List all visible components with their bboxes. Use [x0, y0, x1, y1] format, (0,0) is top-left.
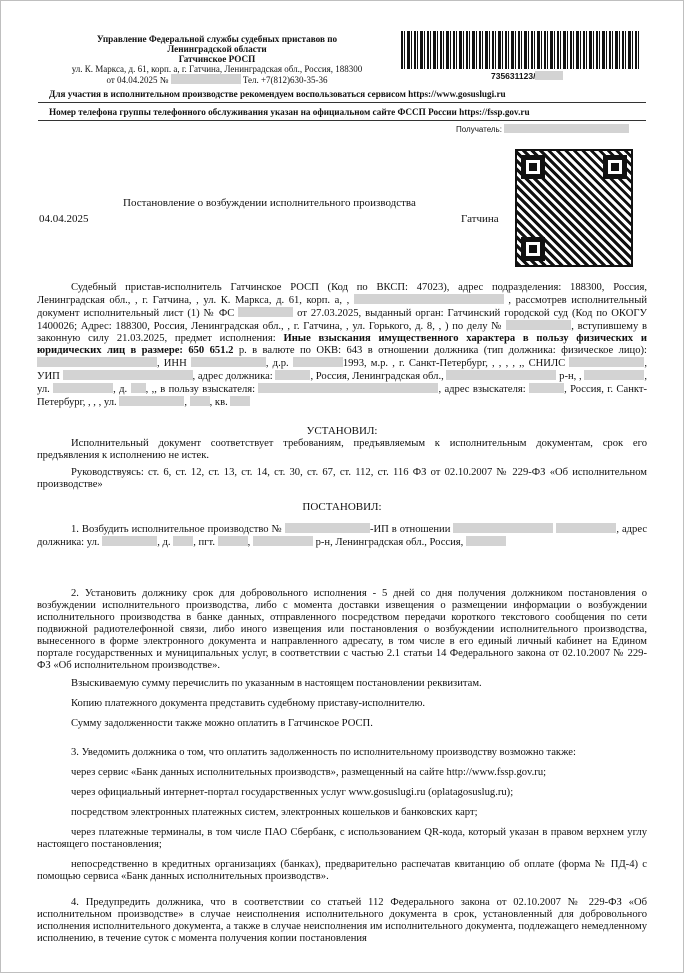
barcode-number: 735631123/	[491, 71, 563, 81]
postanovil-item-3: 3. Уведомить должника о том, что оплатить задолженность по исполнительному производству возможно также: через сервис «Банк данных исполнительных производств», размещенный на сайте http://www.fssp.gov.ru; через официальный интернет-портал государственных услуг www.gosuslugi.ru (oplatagosuslug.ru); посредством электронных платежных систем, электронных кошельков и банковских карт; через платежные терминалы, в том числе ПАО Сбербанк, с использованием QR-кода, который указан в правом верхнем углу настоящего постановления; непосредственно в кредитных организациях (банках), предварительно распечатав квитанцию об оплате (форма № ПД-4) с помощью сервиса «Банк данных исполнительных производств».	[37, 747, 647, 882]
barcode-image	[401, 31, 641, 69]
intro-paragraph: Судебный пристав-исполнитель Гатчинское РОСП (Код по ВКСП: 47023), адрес подразделения: 188300, Россия, Ленинградская обл., , г. Гатчина, , ул. К. Маркса, д. 61, корп. а, , , рассмотрев исполнительный документ исполнительный лист (1) № ФС от 27.03.2025, выданный орган: Гатчинский городской суд (Код по ОКОГУ 1400026; Адрес: 188300, Россия, Ленинградская обл., , г. Гатчина, , ул. Горького, д. 8, , ) по делу № , вступившему в законную силу 21.03.2025, предмет исполнения: Иные взыскания имущественного характера в пользу физических и юридических лиц в размере: 650 651.2 р. в валюте по ОКВ: 643 в отношении должника (тип должника: физическое лицо): , ИНН , д.р. 1993, м.р. , г. Санкт-Петербург, , , , , ,, СНИЛС , УИП , адрес должника: , Россия, Ленинградская обл., р-н, , , ул. , д. , ,, в пользу взыскателя: , адрес взыскателя: , Россия, г. Санкт-Петербург, , , , ул. , , кв.	[37, 282, 648, 408]
gosuslugi-notice: Для участия в исполнительном производстве рекомендуем воспользоваться сервисом https://www.gosuslugi.ru	[49, 89, 506, 99]
postanovil-heading: ПОСТАНОВИЛ:	[302, 501, 382, 513]
issuer-header	[37, 34, 397, 85]
postanovil-item-4: 4. Предупредить должника, что в соответствии со статьей 112 Федерального закона от 02.10.2007 № 229-ФЗ «Об исполнительном производстве» в случае неисполнения исполнительного документа в срок, установленный для добровольного исполнения исполнительного документа, а также в случае неисполнения им исполнительного документа, подлежащего немедленному исполнению, в течение суток с момента получения копии постановления	[37, 897, 647, 944]
org-name-1: Управление Федеральной службы судебных приставов по	[96, 34, 338, 44]
redacted	[171, 74, 241, 84]
org-name-2: Ленинградской области	[167, 44, 267, 54]
org-name-3: Гатчинское РОСП	[178, 54, 256, 64]
document-title: Постановление о возбуждении исполнительного производства	[123, 197, 416, 209]
fssp-phone-notice: Номер телефона группы телефонного обслуживания указан на официальном сайте ФССП России https://fssp.gov.ru	[49, 107, 530, 117]
document-date: 04.04.2025	[39, 213, 89, 225]
divider	[38, 102, 646, 103]
ref-line: от 04.04.2025 № Тел. +7(812)630-35-36	[106, 75, 328, 85]
ustanovil-section: Исполнительный документ соответствует требованиям, предъявляемым к исполнительным документам, срок его предъявления к исполнению не истек. Руководствуясь: ст. 6, ст. 12, ст. 13, ст. 14, ст. 30, ст. 67, ст. 112, ст. 116 ФЗ от 02.10.2007 № 229-ФЗ «Об исполнительном производстве»	[37, 438, 647, 490]
divider	[38, 120, 646, 121]
postanovil-item-2: 2. Установить должнику срок для добровольного исполнения - 5 дней со дня получения должником постановления о возбуждении исполнительного производства, либо с момента доставки извещения о размещении информации о возбуждении исполнительного производства в банке данных, отправленного посредством передачи короткого текстового сообщения по сети подвижной радиотелефонной связи, либо иного извещения или постановления о возбуждении исполнительного производства, вынесенного в форме электронного документа и направленного адресату, в том числе в его единый личный кабинет на Едином портале государственных и муниципальных услуг, в соответствии с частью 2.1 статьи 14 Федерального закона от 02.10.2007 № 229-ФЗ «Об исполнительном производстве». Взыскиваемую сумму перечислить по указанным в настоящем постановлении реквизитам. Копию платежного документа представить судебному приставу-исполнителю. Сумму задолженности также можно оплатить в Гатчинское РОСП.	[37, 588, 647, 729]
recipient-line: Получатель:	[456, 124, 629, 134]
redacted	[504, 124, 629, 133]
org-address: ул. К. Маркса, д. 61, корп. а, г. Гатчина, Ленинградская обл., Россия, 188300	[71, 64, 363, 74]
document-city: Гатчина	[461, 213, 499, 225]
ustanovil-heading: УСТАНОВИЛ:	[306, 425, 378, 437]
qr-code-image	[515, 149, 633, 267]
postanovil-item-1: 1. Возбудить исполнительное производство № -ИП в отношении , адрес должника: ул. , д. , пгт. , р-н, Ленинградская обл., Россия,	[37, 524, 648, 548]
